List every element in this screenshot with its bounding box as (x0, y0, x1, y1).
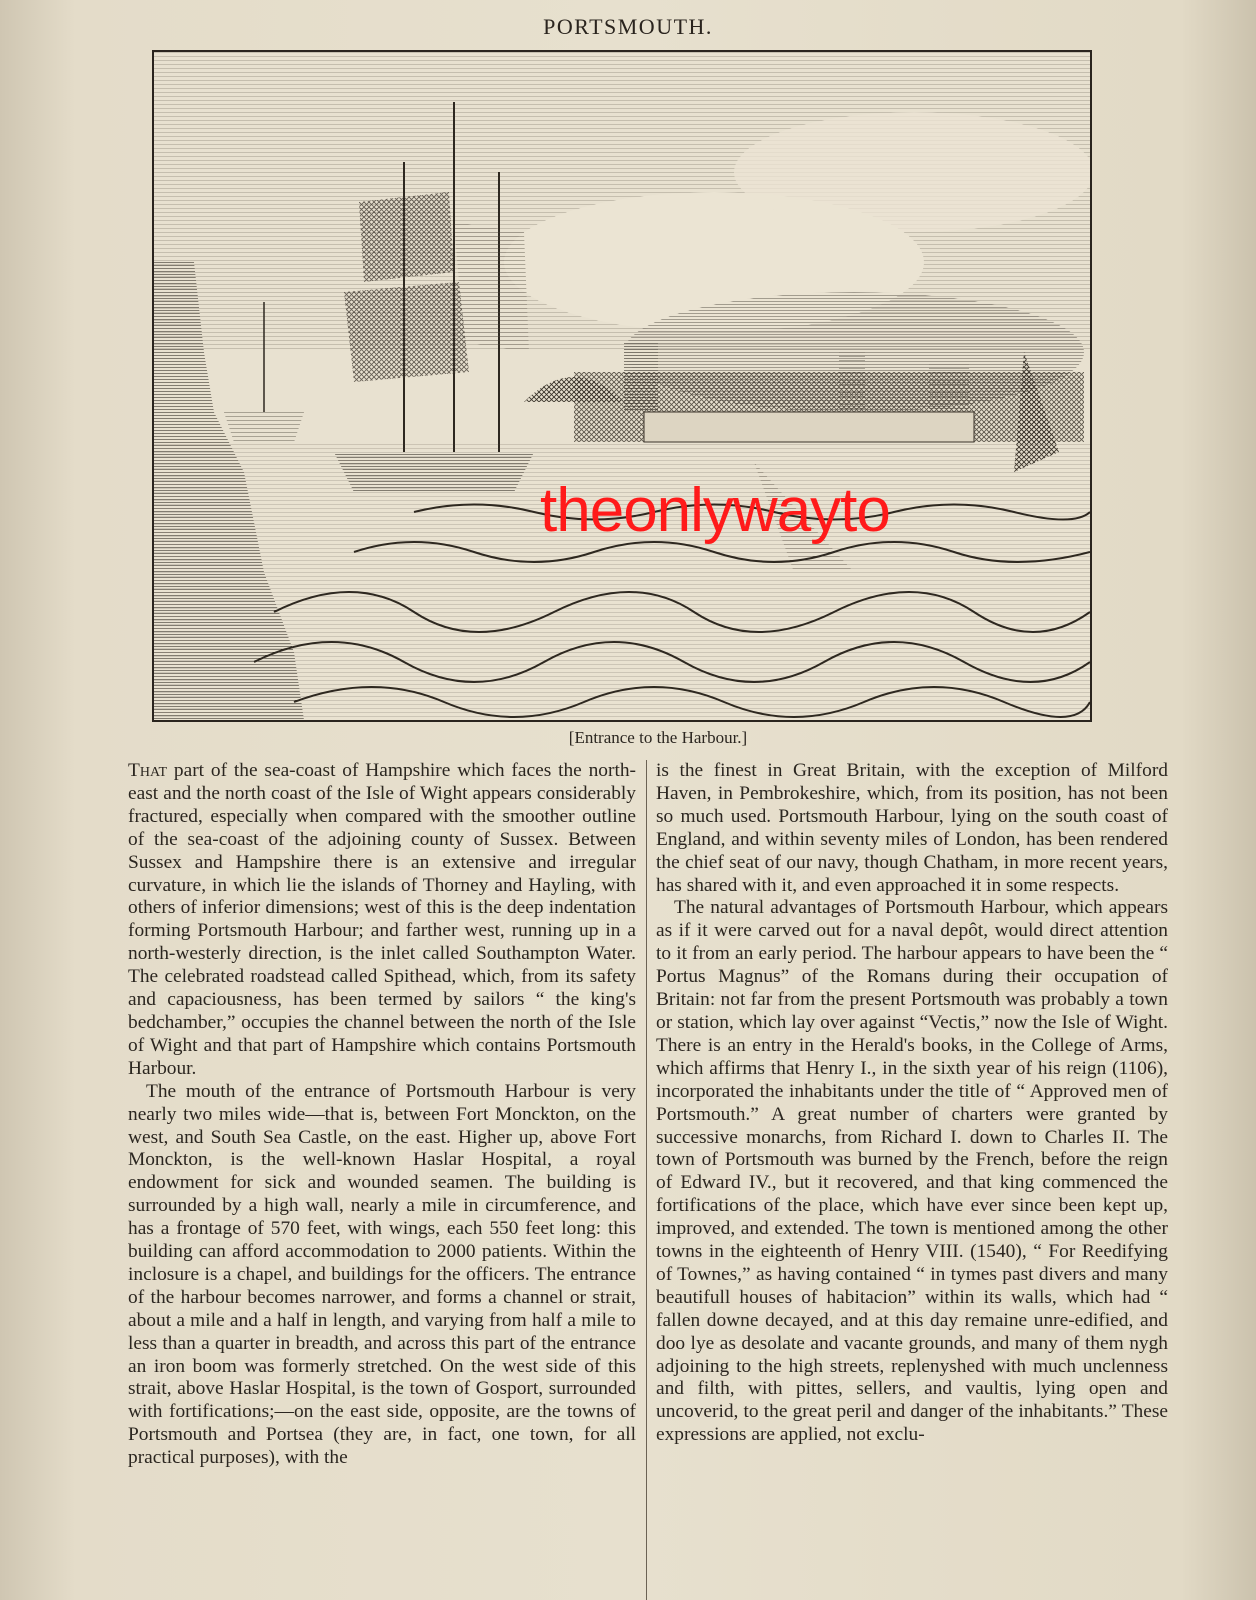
paragraph: The natural advantages of Portsmouth Harbour, which appears as if it were carved out for a naval depôt, would direct attention to it from an early period. The harbour appears to have been the “ Portus Magnus” of the Romans during their occupation of Britain: not far from the present Portsmouth was probably a town or station, which lay over against “Vectis,” now the Isle of Wight. There is an entry in the Herald's books, in the College of Arms, which affirms that Henry I., in the sixth year of his reign (1106), incorporated the inhabitants under the title of “ Approved men of Portsmouth.” A great number of charters were granted by successive monarchs, from Richard I. down to Charles II. The town of Portsmouth was burned by the French, before the reign of Edward IV., but it recovered, and that king commenced the fortifications of the place, which have ever since been kept up, improved, and extended. The town is mentioned among the other towns in the eighteenth of Henry VIII. (1540), “ For Reedifying of Townes,” as having contained “ in tymes past divers and many beautifull houses of habitacion” within its walls, which had “ fallen downe decayed, and at this day remaine unre-edified, and doo lye as desolate and vacante grounds, and many of them nygh adjoining to the high streets, replenyshed with much unclenness and filth, with pittes, sellers, and vaultis, lying open and uncoverid, to the great peril and danger of the inhabitants.” These expressions are applied, not exclu- (656, 897, 1168, 1446)
lead-word: That (128, 760, 168, 781)
paragraph-text: part of the sea-coast of Hampshire which faces the north-east and the north coast of the Isle of Wight appears considerably fractured, especially when compared with the smoother outline of the sea-coast of the adjoining county of Sussex. Between Sussex and Hampshire there is an extensive and irregular curvature, in which lie the islands of Thorney and Hayling, with others of inferior dimensions; west of this is the deep indentation forming Portsmouth Harbour; and farther west, running up in a north-westerly direction, is the inlet called Southampton Water. The celebrated roadstead called Spithead, which, from its safety and capaciousness, has been termed by sailors “ the king's bedchamber,” occupies the channel between the north of the Isle of Wight and that part of Hampshire which contains Portsmouth Harbour. (128, 760, 636, 1079)
paragraph: The mouth of the entrance of Portsmouth Harbour is very nearly two miles wide—that is, between Fort Monckton, on the west, and South Sea Castle, on the east. Higher up, above Fort Monckton, is the well-known Haslar Hospital, a royal endowment for sick and wounded seamen. The building is surrounded by a high wall, nearly a mile in circumference, and has a frontage of 570 feet, with wings, each 550 feet long: this building can afford accommodation to 2000 patients. Within the inclosure is a chapel, and buildings for the officers. The entrance of the harbour becomes narrower, and forms a channel or strait, about a mile and a half in length, and varying from half a mile to less than a quarter in breadth, and across this part of the entrance an iron boom was formerly stretched. On the west side of this strait, above Haslar Hospital, is the town of Gosport, surrounded with fortifications;—on the east side, opposite, are the towns of Portsmouth and Portsea (they are, in fact, one town, for all practical purposes), with the (128, 1080, 636, 1469)
harbour-engraving (152, 50, 1092, 722)
paragraph-opening (128, 760, 636, 1081)
paragraph-continued: is the finest in Great Britain, with the exception of Milford Haven, in Pembrokeshire, which, from its position, has not been so much used. Portsmouth Harbour, lying on the south coast of England, and within seventy miles of London, has been rendered the chief seat of our navy, though Chatham, in more recent years, has shared with it, and even approached it in some respects. (656, 760, 1168, 896)
column-rule (646, 760, 647, 1600)
left-column (128, 760, 636, 1600)
watermark-text: theonlywayto (540, 476, 890, 545)
illustration-caption: [Entrance to the Harbour.] (568, 728, 748, 747)
running-head: PORTSMOUTH. (543, 14, 713, 39)
right-column (656, 760, 1168, 1600)
engraving-art (154, 52, 1090, 720)
